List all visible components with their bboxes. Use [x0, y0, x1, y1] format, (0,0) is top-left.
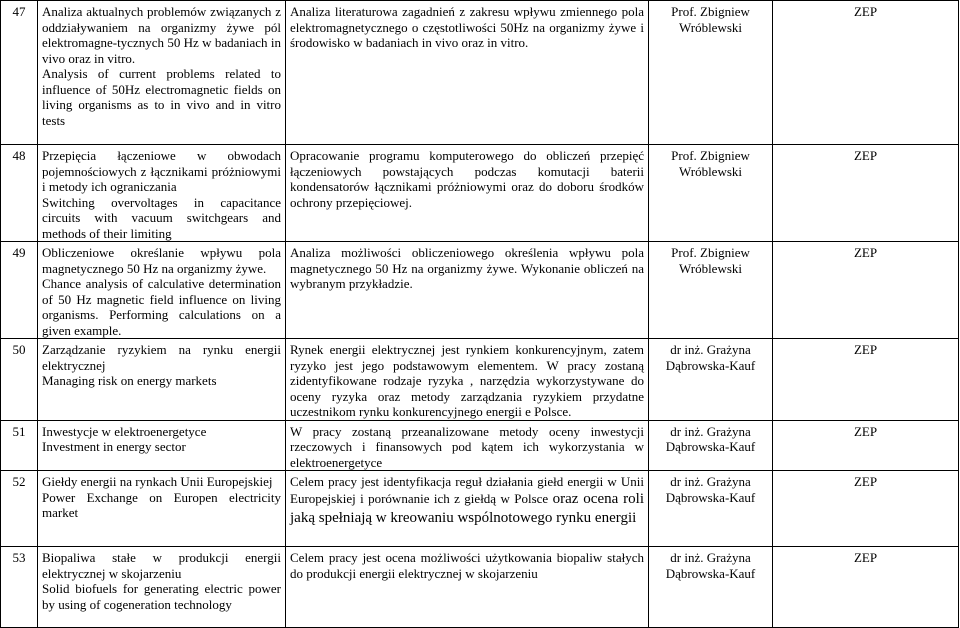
department-code: ZEP	[773, 145, 959, 242]
topic-title-cell	[38, 471, 286, 547]
topic-title-pl: Analiza aktualnych problemów związanych z oddziaływaniem na organizmy żywe pól elektromagne-tycznych 50 Hz w badaniach in vivo oraz in vitro.	[42, 4, 281, 66]
topic-description: Opracowanie programu komputerowego do obliczeń przepięć łączeniowych powstających podczas komutacji baterii kondensatorów łącznikami próżniowymi oraz do doboru środków ochrony przepięciowej.	[286, 145, 649, 242]
supervisor-name: Prof. Zbigniew Wróblewski	[649, 1, 773, 145]
table-row	[1, 339, 959, 421]
table-row	[1, 420, 959, 471]
supervisor-name: dr inż. Grażyna Dąbrowska-Kauf	[649, 471, 773, 547]
department-code: ZEP	[773, 471, 959, 547]
topic-description: Rynek energii elektrycznej jest rynkiem konkurencyjnym, zatem ryzyko jest jego podstawowym elementem. W pracy zostaną zidentyfikowane rodzaje ryzyka , narzędzia wykorzystywane do oceny ryzyka oraz metody zarządzania ryzykiem przydatne uczestnikom rynku konkurencyjnego energii e Polsce.	[286, 339, 649, 421]
table-row	[1, 1, 959, 145]
topic-description	[286, 471, 649, 547]
topic-title-cell	[38, 547, 286, 628]
topic-title-cell	[38, 420, 286, 471]
topic-title-en: Power Exchange on Europen electricity market	[42, 489, 281, 520]
supervisor-name: Prof. Zbigniew Wróblewski	[649, 145, 773, 242]
topic-description-part-b: oraz ocena roli jaką spełniają w kreowaniu wspólnotowego rynku energii	[290, 490, 644, 526]
topic-description: W pracy zostaną przeanalizowane metody oceny inwestycji rzeczowych i finansowych pod kątem ich wykorzystania w elektroenergetyce	[286, 420, 649, 471]
topic-title-cell	[38, 145, 286, 242]
topic-title-pl: Obliczeniowe określanie wpływu pola magnetycznego 50 Hz na organizmy żywe.	[42, 245, 281, 276]
table-row	[1, 242, 959, 339]
table-row	[1, 547, 959, 628]
topic-title-en: Investment in energy sector	[42, 439, 186, 454]
topic-title-en: Chance analysis of calculative determination of 50 Hz magnetic field influence on living organisms. Performing calculations on a given example.	[42, 276, 281, 338]
topic-title-pl: Przepięcia łączeniowe w obwodach pojemnościowych z łącznikami próżniowymi i metody ich ograniczania	[42, 148, 281, 194]
row-number: 47	[1, 1, 38, 145]
topic-title-en: Switching overvoltages in capacitance circuits with vacuum switchgears and methods of their limiting	[42, 194, 281, 241]
topic-description-part-a: Celem pracy jest identyfikacja reguł działania giełd energii w Unii Europejskiej i porównanie ich z giełdą w Polsce	[290, 474, 644, 506]
supervisor-name: dr inż. Grażyna Dąbrowska-Kauf	[649, 420, 773, 471]
supervisor-name: Prof. Zbigniew Wróblewski	[649, 242, 773, 339]
topic-description: Celem pracy jest ocena możliwości użytkowania biopaliw stałych do produkcji energii elektrycznej w skojarzeniu	[286, 547, 649, 628]
topic-title-cell	[38, 339, 286, 421]
department-code: ZEP	[773, 242, 959, 339]
row-number: 48	[1, 145, 38, 242]
topic-title-pl: Inwestycje w elektroenergetyce	[42, 423, 207, 439]
topic-description: Analiza możliwości obliczeniowego określenia wpływu pola magnetycznego 50 Hz na organizmy żywe. Wykonanie obliczeń na wybranym przykładzie.	[286, 242, 649, 339]
table-row	[1, 145, 959, 242]
row-number: 51	[1, 420, 38, 471]
department-code: ZEP	[773, 420, 959, 471]
topic-title-cell	[38, 1, 286, 145]
department-code: ZEP	[773, 547, 959, 628]
topic-title-en: Analysis of current problems related to influence of 50Hz electromagnetic fields on living organisms as to in vivo and in vitro tests	[42, 66, 281, 128]
department-code: ZEP	[773, 339, 959, 421]
topic-title-cell	[38, 242, 286, 339]
row-number: 50	[1, 339, 38, 421]
topic-title-pl: Biopaliwa stałe w produkcji energii elektrycznej w skojarzeniu	[42, 550, 281, 581]
row-number: 53	[1, 547, 38, 628]
row-number: 49	[1, 242, 38, 339]
topic-title-en: Solid biofuels for generating electric power by using of cogeneration technology	[42, 581, 281, 612]
topic-title-en: Managing risk on energy markets	[42, 373, 217, 388]
supervisor-name: dr inż. Grażyna Dąbrowska-Kauf	[649, 339, 773, 421]
topic-title-pl: Zarządzanie ryzykiem na rynku energii elektrycznej	[42, 342, 281, 373]
topic-title-pl: Giełdy energii na rynkach Unii Europejskiej	[42, 474, 273, 489]
table-row	[1, 471, 959, 547]
topic-description: Analiza literaturowa zagadnień z zakresu wpływu zmiennego pola elektromagnetycznego o częstotliwości 50Hz na organizmy żywe i środowisko w badaniach in vivo oraz in vitro.	[286, 1, 649, 145]
supervisor-name: dr inż. Grażyna Dąbrowska-Kauf	[649, 547, 773, 628]
department-code: ZEP	[773, 1, 959, 145]
row-number: 52	[1, 471, 38, 547]
